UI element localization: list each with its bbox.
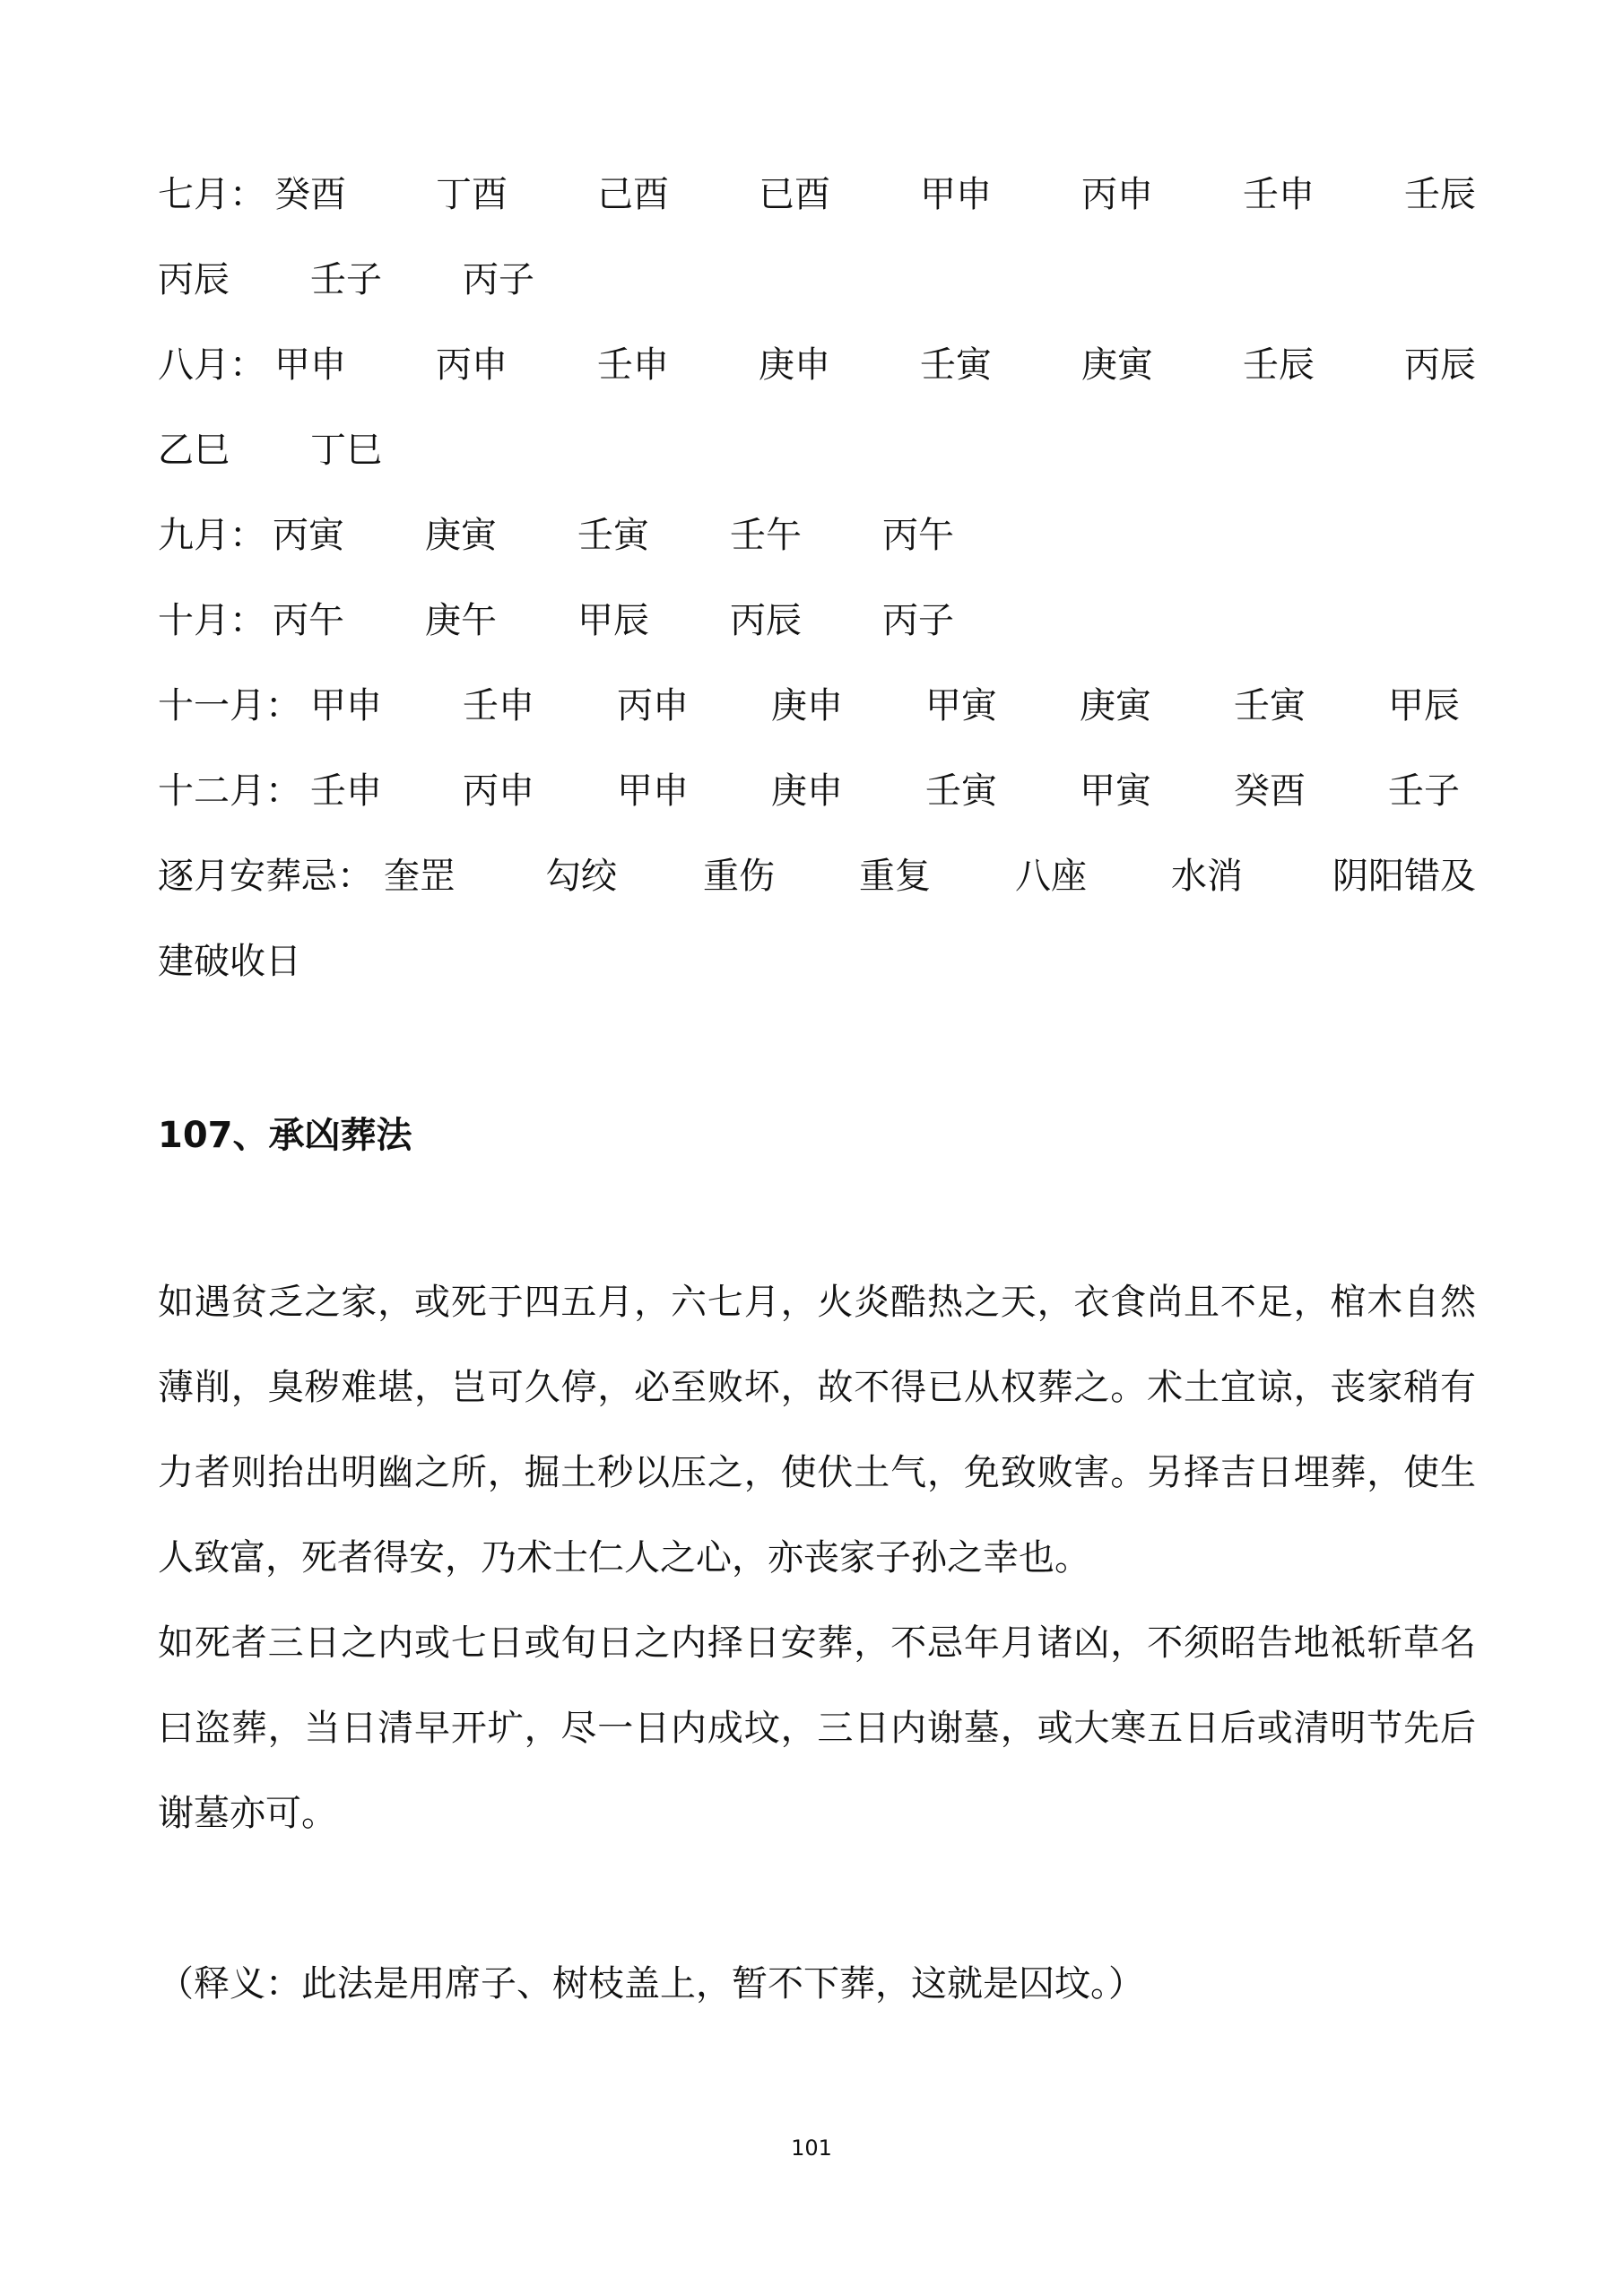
day-cell: 丙寅	[273, 515, 344, 556]
day-cell: 甲辰	[577, 600, 649, 641]
day-cell: 丙申	[463, 770, 534, 812]
avoid-item: 水消	[1171, 856, 1243, 897]
avoid-item: 勾绞	[545, 856, 617, 897]
month-row-august-cont	[158, 422, 1476, 479]
avoid-continuation: 建破收日	[158, 941, 301, 982]
day-cell: 壬辰	[1404, 174, 1476, 215]
avoid-item: 奎罡	[384, 856, 456, 897]
avoid-item: 八座	[1015, 856, 1087, 897]
month-label: 八月：	[158, 344, 265, 386]
day-cell: 庚寅	[425, 515, 497, 556]
body-paragraph-2: 如死者三日之内或七日或旬日之内择日安葬，不忌年月诸凶，不须昭告地袛斩草名曰盗葬，当日清早开圹，尽一日内成坟，三日内谢墓，或大寒五日后或清明节先后谢墓亦可。	[158, 1622, 1476, 1834]
day-cell: 癸酉	[274, 174, 346, 215]
day-cell: 壬子	[310, 259, 382, 300]
month-row-october	[158, 592, 1476, 649]
day-cell: 壬申	[597, 344, 669, 386]
day-cell: 甲辰	[1388, 685, 1460, 726]
day-cell: 甲寅	[1080, 770, 1151, 812]
day-cell: 丙辰	[730, 600, 802, 641]
day-cell: 壬辰	[1243, 344, 1315, 386]
day-cell: 乙巳	[158, 430, 230, 471]
day-cell: 壬寅	[925, 770, 997, 812]
section-title: 107、承凶葬法	[158, 1115, 412, 1156]
day-cell: 丙午	[273, 600, 344, 641]
day-cell: 丙辰	[1404, 344, 1476, 386]
month-row-july	[158, 166, 1476, 223]
page-number: 101	[791, 2135, 832, 2161]
day-cell: 壬寅	[1234, 685, 1306, 726]
day-cell: 丁酉	[436, 174, 508, 215]
day-cell: 已酉	[759, 174, 830, 215]
month-row-july-cont	[158, 251, 1476, 309]
day-cell: 庚午	[425, 600, 497, 641]
day-cell: 丙申	[1081, 174, 1153, 215]
day-cell: 壬申	[463, 685, 534, 726]
day-cell: 庚申	[771, 770, 843, 812]
day-cell: 丙子	[882, 600, 954, 641]
body-paragraph-1: 如遇贫乏之家，或死于四五月，六七月，火炎酷热之天，衣食尚且不足，棺木自然薄削，臭秽难堪，岂可久停，必至败坏，故不得已从权葬之。术土宜谅，丧家稍有力者则抬出明幽之所，掘土秒以压之，使伏土气，免致败害。另择吉日埋葬，使生人致富，死者得安，乃术士仁人之心，亦丧家子孙之幸也。	[158, 1282, 1476, 1578]
month-label: 十一月：	[158, 685, 301, 726]
day-cell: 庚申	[771, 685, 843, 726]
day-cell: 甲申	[617, 770, 689, 812]
month-row-december	[158, 762, 1476, 820]
avoid-row-cont	[158, 933, 1476, 990]
day-cell: 壬寅	[577, 515, 649, 556]
day-cell: 壬子	[1388, 770, 1460, 812]
avoid-item: 重复	[859, 856, 931, 897]
day-cell: 庚申	[759, 344, 830, 386]
day-cell: 壬寅	[920, 344, 992, 386]
note-paragraph: （释义：此法是用席子、树枝盖上，暂不下葬，这就是囚坟。）	[158, 1963, 1144, 2005]
avoid-item: 重伤	[703, 856, 775, 897]
month-label: 七月：	[158, 174, 265, 215]
month-row-november	[158, 677, 1476, 735]
day-cell: 壬申	[1243, 174, 1315, 215]
month-label: 九月：	[158, 515, 265, 556]
day-cell: 庚寅	[1080, 685, 1151, 726]
day-cell: 己酉	[597, 174, 669, 215]
day-cell: 癸酉	[1234, 770, 1306, 812]
month-row-august	[158, 336, 1476, 394]
day-cell: 丙午	[882, 515, 954, 556]
day-cell: 壬午	[730, 515, 802, 556]
month-row-september	[158, 507, 1476, 564]
day-cell: 壬申	[310, 770, 382, 812]
day-cell: 甲申	[920, 174, 992, 215]
day-cell: 庚寅	[1081, 344, 1153, 386]
avoid-label: 逐月安葬忌：	[158, 856, 373, 897]
day-cell: 丙子	[463, 259, 534, 300]
avoid-row	[158, 848, 1476, 905]
day-cell: 丙申	[617, 685, 689, 726]
day-cell: 甲申	[274, 344, 346, 386]
month-label: 十二月：	[158, 770, 301, 812]
day-cell: 甲寅	[925, 685, 997, 726]
day-cell: 丙辰	[158, 259, 230, 300]
day-cell: 丙申	[436, 344, 508, 386]
avoid-item: 阴阳错及	[1332, 856, 1476, 897]
month-label: 十月：	[158, 600, 265, 641]
day-cell: 甲申	[310, 685, 382, 726]
day-cell: 丁巳	[310, 430, 382, 471]
